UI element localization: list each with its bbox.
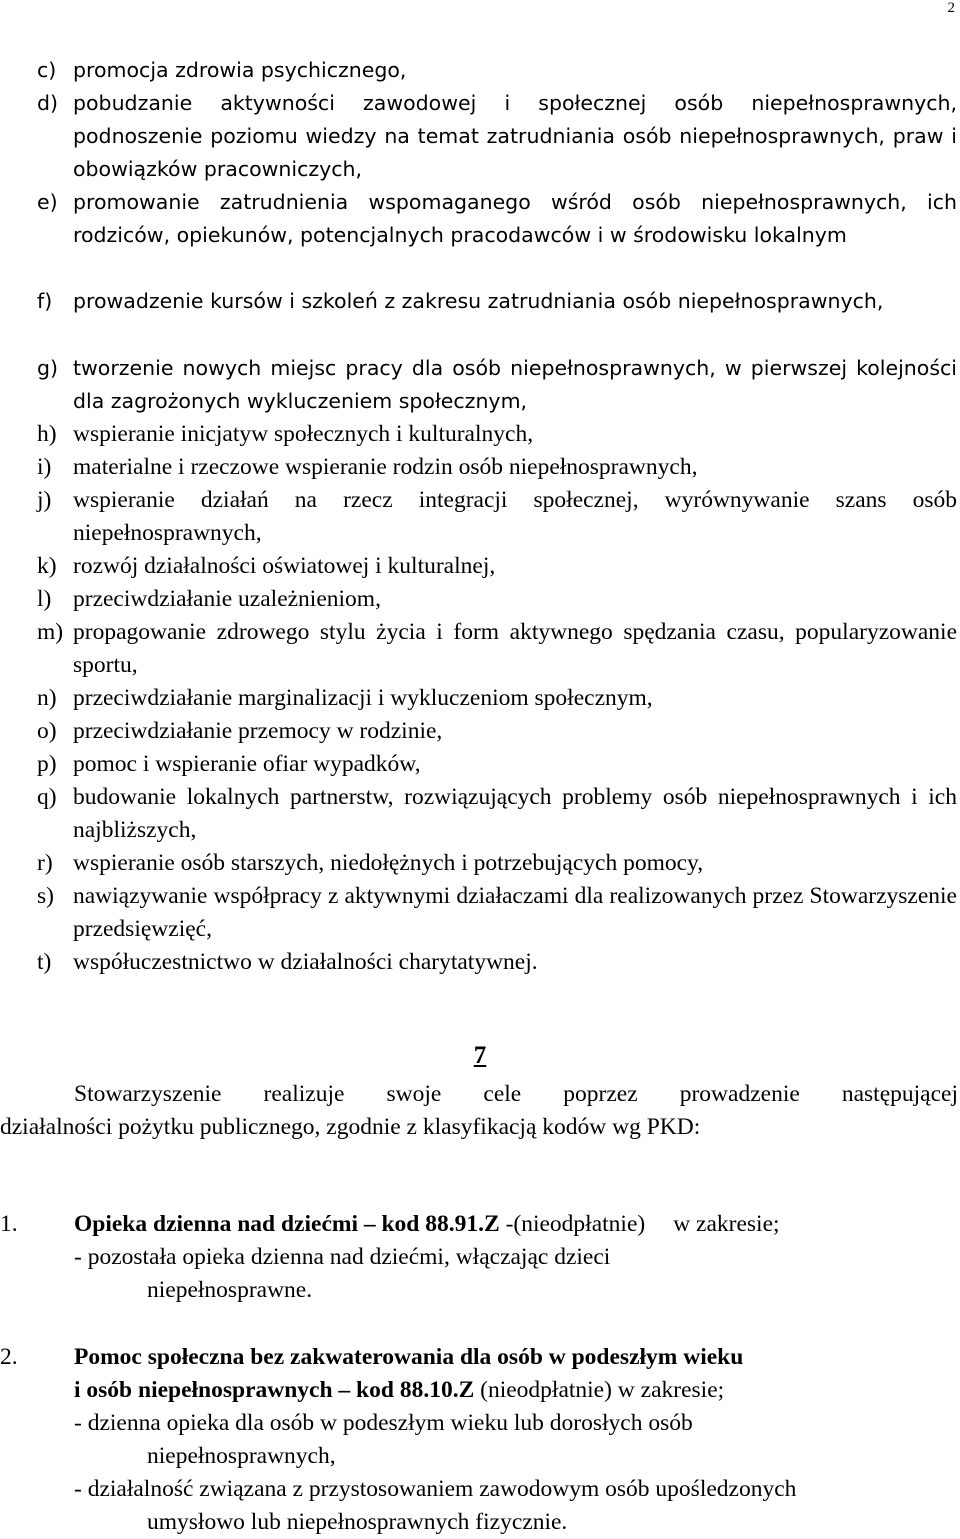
list-item-label: q) (37, 784, 57, 810)
list-item-text: nawiązywanie współpracy z aktywnymi działaczami dla realizowanych przez Stowarzyszenie przedsięwzięć, (73, 883, 957, 942)
list-item-text: wspieranie inicjatyw społecznych i kulturalnych, (73, 421, 534, 447)
list-item (37, 451, 957, 484)
pkd-title: i osób niepełnosprawnych – kod 88.10.Z (74, 1377, 475, 1403)
pkd-entry (0, 1208, 960, 1307)
list-item-label: o) (37, 718, 57, 744)
list-item-label: c) (37, 58, 57, 82)
list-item-label: n) (37, 685, 57, 711)
pkd-title: Opieka dzienna nad dziećmi – kod 88.91.Z (74, 1211, 500, 1237)
pkd-scope: w zakresie; (673, 1211, 780, 1237)
list-item-text: wspieranie działań na rzecz integracji społecznej, wyrównywanie szans osób niepełnosprawnych, (73, 487, 957, 546)
list-item (37, 847, 957, 880)
section-heading: 7 (473, 1042, 487, 1069)
section-intro-line: działalności pożytku publicznego, zgodnie z klasyfikacją kodów wg PKD: (0, 1114, 701, 1140)
list-item (37, 54, 957, 87)
list-item-text: pomoc i wspieranie ofiar wypadków, (73, 751, 421, 777)
pkd-status: (nieodpłatnie) w zakresie; (480, 1377, 725, 1403)
list-item (37, 748, 957, 781)
list-item-text: promowanie zatrudnienia wspomaganego wśród osób niepełnosprawnych, ich rodziców, opiekunów, potencjalnych pracodawców i w środowisku lokalnym (73, 190, 957, 247)
list-item-text: przeciwdziałanie przemocy w rodzinie, (73, 718, 443, 744)
list-item-label: t) (37, 949, 52, 975)
list-item-label: l) (37, 586, 52, 612)
list-item-text: rozwój działalności oświatowej i kulturalnej, (73, 553, 496, 579)
pkd-description-cont: niepełnosprawne. (147, 1277, 313, 1303)
list-item (37, 946, 957, 979)
list-item-label: r) (37, 850, 53, 876)
list-item (37, 715, 957, 748)
pkd-description-cont: umysłowo lub niepełnosprawnych fizycznie. (147, 1509, 568, 1535)
list-item-text: propagowanie zdrowego stylu życia i form aktywnego spędzania czasu, popularyzowanie sportu, (73, 619, 957, 678)
list-item-text: promocja zdrowia psychicznego, (73, 58, 407, 82)
pkd-description: - pozostała opieka dzienna nad dziećmi, włączając dzieci (74, 1244, 611, 1270)
list-item (37, 616, 957, 682)
list-item-text: budowanie lokalnych partnerstw, rozwiązujących problemy osób niepełnosprawnych i ich najbliższych, (73, 784, 957, 843)
list-item (37, 285, 957, 318)
list-item (37, 781, 957, 847)
pkd-description: - dzienna opieka dla osób w podeszłym wieku lub dorosłych osób (74, 1410, 693, 1436)
list-item-label: s) (37, 883, 54, 909)
list-item-text: prowadzenie kursów i szkoleń z zakresu zatrudniania osób niepełnosprawnych, (73, 289, 884, 313)
pkd-description-cont: niepełnosprawnych, (147, 1443, 336, 1469)
list-item (37, 550, 957, 583)
pkd-description: - działalność związana z przystosowaniem zawodowym osób upośledzonych (74, 1476, 797, 1502)
list-item-label: m) (37, 619, 64, 645)
list-item (37, 352, 957, 418)
list-item (37, 484, 957, 550)
list-item (37, 880, 957, 946)
list-item-label: e) (37, 190, 58, 214)
list-item-text: wspieranie osób starszych, niedołężnych i potrzebujących pomocy, (73, 850, 704, 876)
list-item (37, 583, 957, 616)
list-item-label: f) (37, 289, 53, 313)
list-item-label: g) (37, 356, 59, 380)
pkd-title: Pomoc społeczna bez zakwaterowania dla osób w podeszłym wieku (74, 1344, 744, 1370)
pkd-title-line (74, 1374, 960, 1407)
list-item-label: d) (37, 91, 59, 115)
pkd-number: 2. (0, 1344, 18, 1370)
list-item (37, 87, 957, 186)
section-intro (0, 1078, 958, 1144)
list-item-text: tworzenie nowych miejsc pracy dla osób niepełnosprawnych, w pierwszej kolejności dla zagrożonych wykluczeniem społecznym, (73, 356, 957, 413)
list-item (37, 682, 957, 715)
list-item-text: przeciwdziałanie marginalizacji i wykluczeniom społecznym, (73, 685, 653, 711)
list-item-text: przeciwdziałanie uzależnieniom, (73, 586, 381, 612)
list-item-label: i) (37, 454, 52, 480)
list-item-label: k) (37, 553, 57, 579)
list-item-label: j) (37, 487, 52, 513)
pkd-number: 1. (0, 1211, 18, 1237)
pkd-entry (0, 1341, 960, 1539)
list-item (37, 418, 957, 451)
list-item-text: współuczestnictwo w działalności charytatywnej. (73, 949, 538, 975)
pkd-status: -(nieodpłatnie) (505, 1211, 646, 1237)
list-item-label: h) (37, 421, 57, 447)
list-item-text: materialne i rzeczowe wspieranie rodzin osób niepełnosprawnych, (73, 454, 698, 480)
section-intro-line: Stowarzyszenie realizuje swoje cele poprzez prowadzenie następującej (74, 1081, 958, 1107)
pkd-title-line (74, 1208, 960, 1241)
list-item-label: p) (37, 751, 57, 777)
page-number: 2 (947, 0, 955, 16)
list-item (37, 186, 957, 252)
list-item-text: pobudzanie aktywności zawodowej i społecznej osób niepełnosprawnych, podnoszenie poziomu wiedzy na temat zatrudniania osób niepełnosprawnych, praw i obowiązków pracowniczych, (73, 91, 957, 181)
